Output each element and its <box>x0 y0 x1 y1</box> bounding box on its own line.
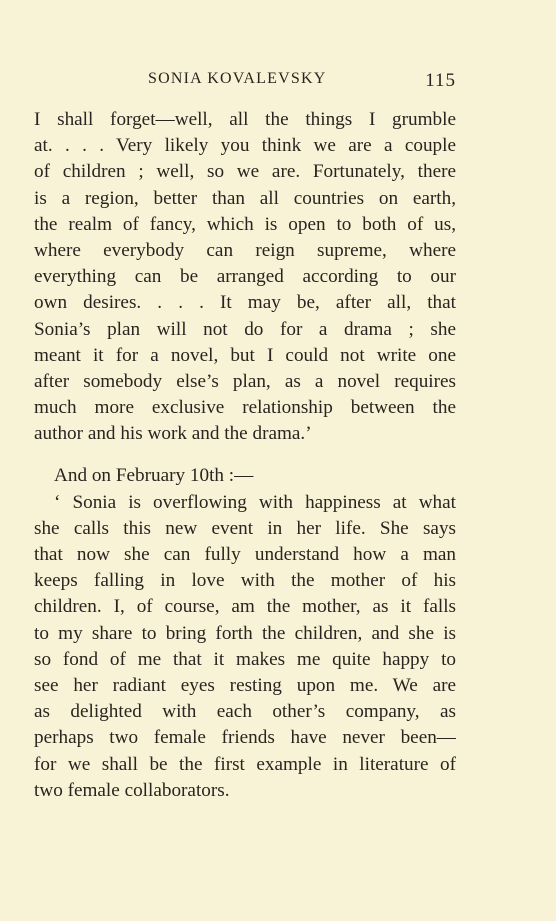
text-line: I shall forget—well, all the things I grumble <box>34 109 456 130</box>
text-line: as delighted with each other’s company, as <box>34 701 456 723</box>
paragraph-3 <box>34 490 456 804</box>
text-line: perhaps two female friends have never been— <box>34 727 456 749</box>
body-text <box>34 107 456 804</box>
text-line: ‘ Sonia is overflowing with happiness at what <box>54 491 456 513</box>
text-line: that now she can fully understand how a man <box>34 544 456 565</box>
text-line: at. . . . Very likely you think we are a couple <box>34 135 456 157</box>
text-line: after somebody else’s plan, as a novel requires <box>34 370 456 392</box>
text-line: is a region, better than all countries on earth, <box>34 187 456 209</box>
text-line: the realm of fancy, which is open to both of us, <box>34 213 456 235</box>
text-line: author and his work and the drama.’ <box>34 423 312 445</box>
running-head <box>34 70 456 92</box>
text-line: own desires. . . . It may be, after all, that <box>34 292 456 314</box>
text-line: where everybody can reign supreme, where <box>34 239 456 261</box>
text-line: meant it for a novel, but I could not write one <box>34 344 456 366</box>
paragraph-2 <box>34 463 456 489</box>
text-line: children. I, of course, am the mother, as it falls <box>34 596 456 618</box>
text-line: keeps falling in love with the mother of his <box>34 570 456 592</box>
paragraph-1 <box>34 107 456 447</box>
text-line: see her radiant eyes resting upon me. We are <box>34 674 456 696</box>
text-line: of children ; well, so we are. Fortunately, there <box>34 161 456 183</box>
page-number: 115 <box>425 70 456 91</box>
text-line: she calls this new event in her life. She says <box>34 517 456 539</box>
text-line: Sonia’s plan will not do for a drama ; she <box>34 318 456 340</box>
text-line: two female collaborators. <box>34 779 230 801</box>
paragraph-gap <box>34 447 456 463</box>
text-line: so fond of me that it makes me quite happy to <box>34 648 456 670</box>
running-title: SONIA KOVALEVSKY <box>148 70 327 87</box>
text-line: everything can be arranged according to our <box>34 266 456 288</box>
text-line: And on February 10th :— <box>54 465 254 487</box>
text-line: to my share to bring forth the children, and she is <box>34 622 456 644</box>
text-line: much more exclusive relationship between the <box>34 397 456 419</box>
text-line: for we shall be the first example in literature of <box>34 753 456 775</box>
